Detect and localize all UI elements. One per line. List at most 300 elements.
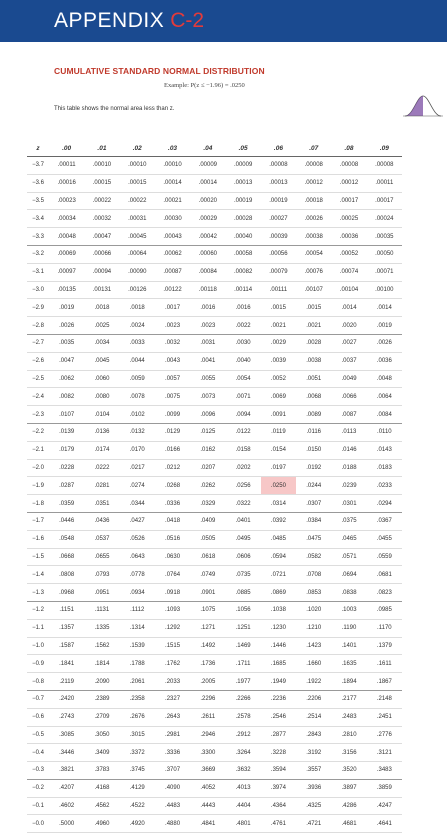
probability-cell: .1814 — [84, 655, 119, 673]
probability-cell: .0068 — [296, 388, 331, 406]
probability-cell: .00008 — [296, 157, 331, 175]
probability-cell: .0113 — [331, 423, 366, 441]
probability-cell: .0475 — [296, 530, 331, 548]
probability-cell: .00015 — [120, 174, 155, 192]
table-row — [27, 459, 402, 477]
probability-cell: .2061 — [120, 673, 155, 691]
probability-cell: .00013 — [225, 174, 260, 192]
probability-cell: .2912 — [225, 726, 260, 744]
probability-cell: .0150 — [296, 441, 331, 459]
probability-cell: .0039 — [261, 352, 296, 370]
probability-cell: .00011 — [49, 157, 84, 175]
probability-cell: .4721 — [296, 815, 331, 833]
probability-cell: .0017 — [155, 299, 190, 317]
column-header: .03 — [155, 140, 190, 157]
probability-cell: .0162 — [190, 441, 225, 459]
probability-cell: .4325 — [296, 797, 331, 815]
probability-cell: .0023 — [190, 317, 225, 335]
z-value-cell: −1.6 — [27, 530, 49, 548]
probability-cell: .0080 — [84, 388, 119, 406]
probability-cell: .0853 — [296, 584, 331, 602]
table-row — [27, 370, 402, 388]
probability-cell: .0516 — [155, 530, 190, 548]
probability-cell: .0359 — [49, 495, 84, 513]
probability-cell: .0735 — [225, 566, 260, 584]
probability-cell: .0146 — [331, 441, 366, 459]
probability-cell: .4052 — [190, 779, 225, 797]
probability-cell: .1894 — [331, 673, 366, 691]
probability-cell: .4247 — [367, 797, 402, 815]
probability-cell: .00047 — [84, 228, 119, 246]
probability-cell: .0116 — [296, 423, 331, 441]
probability-cell: .0655 — [84, 548, 119, 566]
probability-cell: .00060 — [190, 245, 225, 263]
probability-cell: .4562 — [84, 797, 119, 815]
probability-cell: .00023 — [49, 192, 84, 210]
probability-cell: .2148 — [367, 690, 402, 708]
probability-cell: .00019 — [261, 192, 296, 210]
probability-cell: .0034 — [84, 334, 119, 352]
probability-cell: .0018 — [84, 299, 119, 317]
probability-cell: .2514 — [296, 708, 331, 726]
probability-cell: .0217 — [120, 459, 155, 477]
probability-cell: .0256 — [225, 477, 260, 495]
z-value-cell: −0.5 — [27, 726, 49, 744]
probability-cell: .4602 — [49, 797, 84, 815]
probability-cell: .0526 — [120, 530, 155, 548]
probability-cell: .3936 — [296, 779, 331, 797]
probability-cell: .0322 — [225, 495, 260, 513]
probability-cell: .0049 — [331, 370, 366, 388]
probability-cell: .3821 — [49, 762, 84, 780]
probability-cell: .00019 — [225, 192, 260, 210]
probability-cell: .00020 — [190, 192, 225, 210]
probability-cell: .00064 — [120, 245, 155, 263]
probability-cell: .00021 — [155, 192, 190, 210]
table-row — [27, 477, 402, 495]
probability-cell: .00025 — [331, 210, 366, 228]
probability-cell: .0122 — [225, 423, 260, 441]
table-row — [27, 334, 402, 352]
probability-cell: .0222 — [84, 459, 119, 477]
probability-cell: .00008 — [331, 157, 366, 175]
probability-cell: .0024 — [120, 317, 155, 335]
probability-cell: .0183 — [367, 459, 402, 477]
probability-cell: .4483 — [155, 797, 190, 815]
probability-cell: .2266 — [225, 690, 260, 708]
probability-cell: .00012 — [296, 174, 331, 192]
probability-cell: .2005 — [190, 673, 225, 691]
column-header: .00 — [49, 140, 84, 157]
table-row — [27, 779, 402, 797]
probability-cell: .1977 — [225, 673, 260, 691]
probability-cell: .1335 — [84, 619, 119, 637]
probability-cell: .00009 — [190, 157, 225, 175]
probability-cell: .00087 — [155, 263, 190, 281]
probability-cell: .0367 — [367, 512, 402, 530]
probability-cell: .3859 — [367, 779, 402, 797]
column-header: z — [27, 140, 49, 157]
probability-cell: .0708 — [296, 566, 331, 584]
probability-cell: .2611 — [190, 708, 225, 726]
probability-cell: .4286 — [331, 797, 366, 815]
z-value-cell: −0.4 — [27, 744, 49, 762]
z-value-cell: −2.5 — [27, 370, 49, 388]
probability-cell: .00009 — [225, 157, 260, 175]
probability-cell: .3336 — [155, 744, 190, 762]
probability-cell: .0301 — [331, 495, 366, 513]
probability-cell: .00074 — [331, 263, 366, 281]
probability-cell: .00015 — [84, 174, 119, 192]
probability-cell: .00054 — [296, 245, 331, 263]
probability-cell: .1788 — [120, 655, 155, 673]
probability-cell: .1762 — [155, 655, 190, 673]
z-value-cell: −2.6 — [27, 352, 49, 370]
table-body — [27, 157, 402, 833]
probability-cell: .00126 — [120, 281, 155, 299]
probability-cell: .2981 — [155, 726, 190, 744]
table-row — [27, 317, 402, 335]
probability-cell: .1151 — [49, 601, 84, 619]
probability-cell: .1736 — [190, 655, 225, 673]
table-row — [27, 673, 402, 691]
table-note: This table shows the normal area less than z. — [54, 106, 175, 112]
probability-cell: .1949 — [261, 673, 296, 691]
probability-cell: .0764 — [155, 566, 190, 584]
probability-cell: .1515 — [155, 637, 190, 655]
z-value-cell: −3.3 — [27, 228, 49, 246]
probability-cell: .0174 — [84, 441, 119, 459]
probability-cell: .00035 — [367, 228, 402, 246]
probability-cell: .00042 — [190, 228, 225, 246]
probability-cell: .5000 — [49, 815, 84, 833]
probability-cell: .00017 — [331, 192, 366, 210]
probability-cell: .00111 — [261, 281, 296, 299]
z-value-cell: −0.1 — [27, 797, 49, 815]
probability-cell: .2483 — [331, 708, 366, 726]
table-row — [27, 512, 402, 530]
probability-cell: .3300 — [190, 744, 225, 762]
probability-cell: .00030 — [155, 210, 190, 228]
probability-cell: .00045 — [120, 228, 155, 246]
z-value-cell: −1.0 — [27, 637, 49, 655]
z-value-cell: −0.9 — [27, 655, 49, 673]
table-row — [27, 174, 402, 192]
probability-cell: .4522 — [120, 797, 155, 815]
probability-cell: .0307 — [296, 495, 331, 513]
probability-cell: .00027 — [261, 210, 296, 228]
probability-cell: .0901 — [190, 584, 225, 602]
probability-cell: .3264 — [225, 744, 260, 762]
probability-cell: .00032 — [84, 210, 119, 228]
probability-cell: .0073 — [190, 388, 225, 406]
probability-cell: .0015 — [296, 299, 331, 317]
probability-cell: .0094 — [225, 406, 260, 424]
probability-cell: .0030 — [225, 334, 260, 352]
probability-cell: .1112 — [120, 601, 155, 619]
probability-cell: .2177 — [331, 690, 366, 708]
probability-cell: .4641 — [367, 815, 402, 833]
probability-cell: .0044 — [120, 352, 155, 370]
probability-cell: .0041 — [190, 352, 225, 370]
probability-cell: .2810 — [331, 726, 366, 744]
probability-cell: .0055 — [190, 370, 225, 388]
probability-cell: .2578 — [225, 708, 260, 726]
z-value-cell: −1.9 — [27, 477, 49, 495]
probability-cell: .1922 — [296, 673, 331, 691]
probability-cell: .0048 — [367, 370, 402, 388]
probability-cell: .00039 — [261, 228, 296, 246]
probability-cell: .1093 — [155, 601, 190, 619]
probability-cell: .1446 — [261, 637, 296, 655]
probability-cell: .1423 — [296, 637, 331, 655]
appendix-header — [0, 0, 447, 42]
probability-cell: .00090 — [120, 263, 155, 281]
probability-cell: .0089 — [296, 406, 331, 424]
probability-cell: .4880 — [155, 815, 190, 833]
probability-cell: .3228 — [261, 744, 296, 762]
probability-cell: .1357 — [49, 619, 84, 637]
probability-cell: .1587 — [49, 637, 84, 655]
probability-cell: .1230 — [261, 619, 296, 637]
table-row — [27, 210, 402, 228]
probability-cell: .0537 — [84, 530, 119, 548]
probability-cell: .0314 — [261, 495, 296, 513]
probability-cell: .3156 — [331, 744, 366, 762]
probability-cell: .00008 — [367, 157, 402, 175]
probability-cell: .1056 — [225, 601, 260, 619]
probability-cell: .0132 — [120, 423, 155, 441]
table-header-row — [27, 140, 402, 157]
probability-cell: .0793 — [84, 566, 119, 584]
probability-cell: .0026 — [367, 334, 402, 352]
column-header: .08 — [331, 140, 366, 157]
probability-cell: .0630 — [155, 548, 190, 566]
probability-cell: .0154 — [261, 441, 296, 459]
probability-cell: .4801 — [225, 815, 260, 833]
probability-cell: .3483 — [367, 762, 402, 780]
probability-cell: .00079 — [261, 263, 296, 281]
probability-cell: .3015 — [120, 726, 155, 744]
z-value-cell: −0.6 — [27, 708, 49, 726]
probability-cell: .0401 — [225, 512, 260, 530]
probability-cell: .2206 — [296, 690, 331, 708]
appendix-title: APPENDIX — [54, 9, 165, 32]
probability-cell: .0268 — [155, 477, 190, 495]
probability-cell: .0427 — [120, 512, 155, 530]
probability-cell: .0559 — [367, 548, 402, 566]
probability-cell: .0192 — [296, 459, 331, 477]
probability-cell: .0051 — [296, 370, 331, 388]
probability-cell: .0029 — [261, 334, 296, 352]
probability-cell: .4920 — [120, 815, 155, 833]
probability-cell: .0228 — [49, 459, 84, 477]
probability-cell: .3897 — [331, 779, 366, 797]
column-header: .06 — [261, 140, 296, 157]
probability-cell: .1271 — [190, 619, 225, 637]
probability-cell: .0668 — [49, 548, 84, 566]
table-row — [27, 263, 402, 281]
probability-cell: .00114 — [225, 281, 260, 299]
probability-cell: .0485 — [261, 530, 296, 548]
probability-cell: .2709 — [84, 708, 119, 726]
table-row — [27, 495, 402, 513]
appendix-number: C-2 — [170, 9, 205, 32]
probability-cell: .00026 — [296, 210, 331, 228]
probability-cell: .0158 — [225, 441, 260, 459]
probability-cell: .0721 — [261, 566, 296, 584]
z-value-cell: −1.2 — [27, 601, 49, 619]
z-value-cell: −2.3 — [27, 406, 49, 424]
probability-cell: .00016 — [49, 174, 84, 192]
probability-cell: .00013 — [261, 174, 296, 192]
probability-cell: .00010 — [155, 157, 190, 175]
probability-cell: .0059 — [120, 370, 155, 388]
probability-cell: .0409 — [190, 512, 225, 530]
probability-cell: .0582 — [296, 548, 331, 566]
probability-cell: .0139 — [49, 423, 84, 441]
probability-cell: .0808 — [49, 566, 84, 584]
probability-cell: .00094 — [84, 263, 119, 281]
probability-cell: .0087 — [331, 406, 366, 424]
probability-cell: .0069 — [261, 388, 296, 406]
z-value-cell: −2.4 — [27, 388, 49, 406]
probability-cell: .0075 — [155, 388, 190, 406]
probability-cell: .0594 — [261, 548, 296, 566]
probability-cell: .2776 — [367, 726, 402, 744]
probability-cell: .0019 — [49, 299, 84, 317]
table-row — [27, 690, 402, 708]
probability-cell: .00029 — [190, 210, 225, 228]
probability-cell: .00104 — [331, 281, 366, 299]
table-row — [27, 637, 402, 655]
probability-cell: .0119 — [261, 423, 296, 441]
probability-cell: .0045 — [84, 352, 119, 370]
probability-cell: .4013 — [225, 779, 260, 797]
probability-cell: .0418 — [155, 512, 190, 530]
probability-cell: .0022 — [225, 317, 260, 335]
probability-cell: .00107 — [296, 281, 331, 299]
probability-cell: .0446 — [49, 512, 84, 530]
probability-cell: .00122 — [155, 281, 190, 299]
probability-cell: .00084 — [190, 263, 225, 281]
probability-cell: .0166 — [155, 441, 190, 459]
table-row — [27, 566, 402, 584]
probability-cell: .00050 — [367, 245, 402, 263]
probability-cell: .4761 — [261, 815, 296, 833]
probability-cell: .3783 — [84, 762, 119, 780]
probability-cell: .3192 — [296, 744, 331, 762]
probability-cell: .2843 — [296, 726, 331, 744]
z-value-cell: −3.2 — [27, 245, 49, 263]
probability-cell: .3409 — [84, 744, 119, 762]
probability-cell: .0239 — [331, 477, 366, 495]
probability-cell: .00018 — [296, 192, 331, 210]
probability-cell: .0102 — [120, 406, 155, 424]
probability-cell: .0749 — [190, 566, 225, 584]
table-row — [27, 797, 402, 815]
probability-cell: .4404 — [225, 797, 260, 815]
probability-cell: .0033 — [120, 334, 155, 352]
z-value-cell: −0.8 — [27, 673, 49, 691]
probability-cell: .1314 — [120, 619, 155, 637]
probability-cell: .4443 — [190, 797, 225, 815]
probability-cell: .1038 — [261, 601, 296, 619]
probability-cell: .0099 — [155, 406, 190, 424]
probability-cell: .1841 — [49, 655, 84, 673]
probability-cell: .0778 — [120, 566, 155, 584]
probability-cell: .1401 — [331, 637, 366, 655]
probability-cell: .00069 — [49, 245, 84, 263]
probability-cell: .0436 — [84, 512, 119, 530]
z-value-cell: −3.0 — [27, 281, 49, 299]
probability-cell: .2743 — [49, 708, 84, 726]
probability-cell: .0838 — [331, 584, 366, 602]
probability-cell: .0078 — [120, 388, 155, 406]
probability-cell: .0968 — [49, 584, 84, 602]
probability-cell: .3745 — [120, 762, 155, 780]
probability-cell: .0643 — [120, 548, 155, 566]
probability-cell: .00048 — [49, 228, 84, 246]
probability-cell: .1003 — [331, 601, 366, 619]
probability-cell: .00118 — [190, 281, 225, 299]
probability-cell: .0274 — [120, 477, 155, 495]
table-row — [27, 228, 402, 246]
z-value-cell: −2.9 — [27, 299, 49, 317]
probability-cell: .0136 — [84, 423, 119, 441]
probability-cell: .0060 — [84, 370, 119, 388]
probability-cell: .0025 — [84, 317, 119, 335]
probability-cell: .00012 — [331, 174, 366, 192]
table-row — [27, 192, 402, 210]
z-table — [27, 140, 402, 833]
probability-cell: .0287 — [49, 477, 84, 495]
probability-cell: .0197 — [261, 459, 296, 477]
probability-cell: .0091 — [261, 406, 296, 424]
probability-cell: .1131 — [84, 601, 119, 619]
probability-cell: .0015 — [261, 299, 296, 317]
probability-cell: .1660 — [296, 655, 331, 673]
probability-cell: .00008 — [261, 157, 296, 175]
probability-cell: .0021 — [296, 317, 331, 335]
probability-cell: .2236 — [261, 690, 296, 708]
table-row — [27, 815, 402, 833]
probability-cell: .0021 — [261, 317, 296, 335]
probability-cell: .0934 — [120, 584, 155, 602]
probability-cell: .1292 — [155, 619, 190, 637]
probability-cell: .0031 — [190, 334, 225, 352]
column-header: .05 — [225, 140, 260, 157]
probability-cell: .2546 — [261, 708, 296, 726]
z-value-cell: −1.4 — [27, 566, 49, 584]
probability-cell: .3085 — [49, 726, 84, 744]
probability-cell: .00010 — [84, 157, 119, 175]
probability-cell: .0694 — [331, 566, 366, 584]
probability-cell: .0351 — [84, 495, 119, 513]
probability-cell: .3594 — [261, 762, 296, 780]
z-value-cell: −2.1 — [27, 441, 49, 459]
probability-cell: .00011 — [367, 174, 402, 192]
probability-cell: .0294 — [367, 495, 402, 513]
table-row — [27, 299, 402, 317]
probability-cell: .0281 — [84, 477, 119, 495]
probability-cell: .0064 — [367, 388, 402, 406]
table-subtitle: CUMULATIVE STANDARD NORMAL DISTRIBUTION — [54, 66, 265, 76]
probability-cell: .3121 — [367, 744, 402, 762]
probability-cell: .3669 — [190, 762, 225, 780]
probability-cell: .0681 — [367, 566, 402, 584]
z-table-container — [27, 140, 402, 833]
